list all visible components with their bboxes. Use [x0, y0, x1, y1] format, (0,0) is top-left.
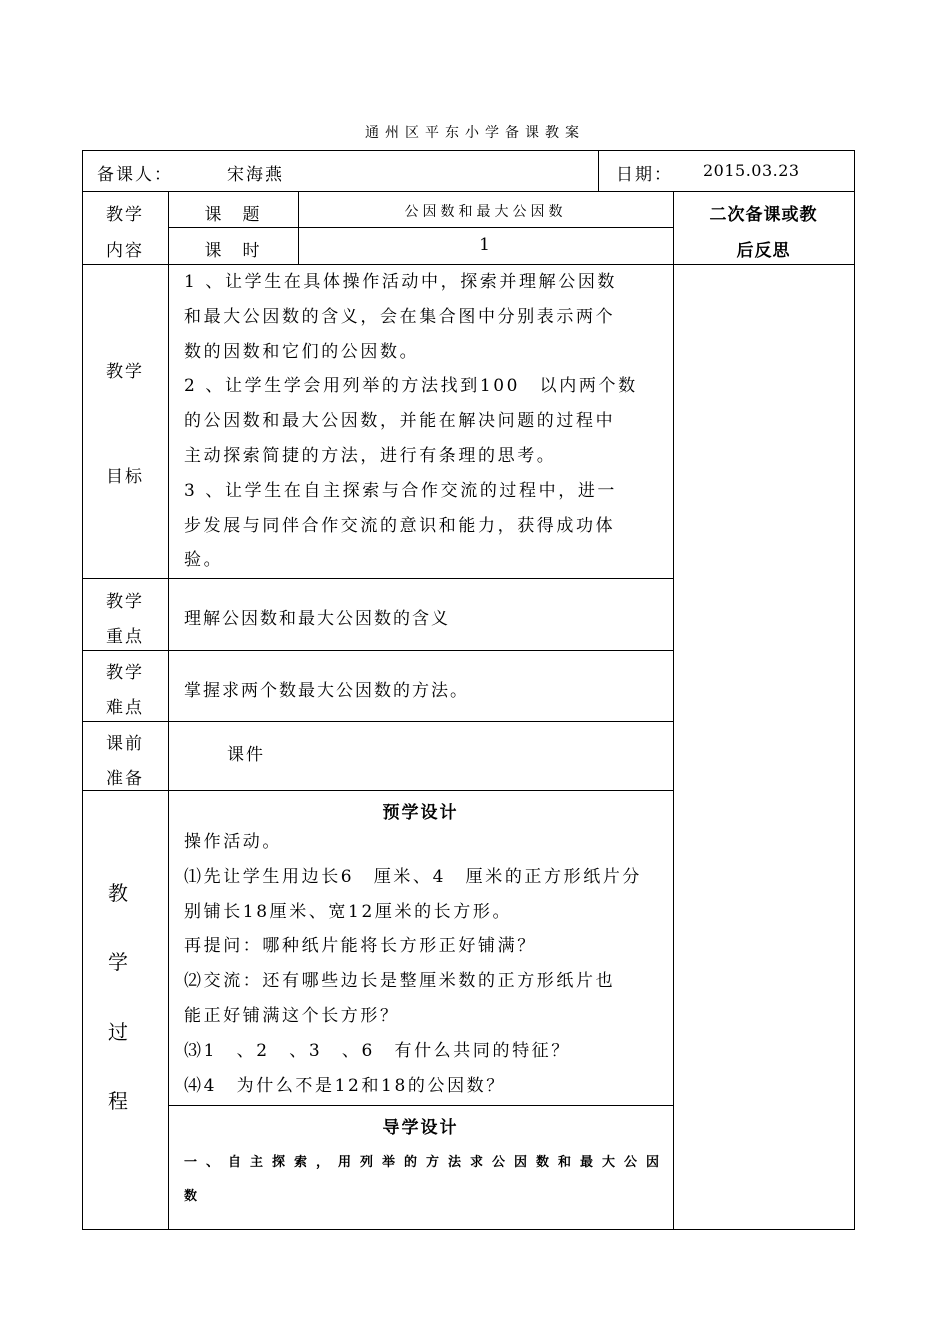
- period-label: 课 时: [204, 241, 262, 261]
- objectives-label-line2: 目标: [106, 467, 144, 487]
- objective-line: 2 、让学生学会用列举的方法找到100 以内两个数: [184, 376, 638, 397]
- content-label-line2: 内容: [106, 241, 144, 261]
- preview-design-text: [184, 825, 642, 1103]
- preview-line: 别铺长18厘米、宽12厘米的长方形。: [184, 901, 513, 922]
- objectives-text: [184, 265, 638, 578]
- preview-line: 操作活动。: [184, 832, 282, 852]
- guide-step-line1: 一、自主探索，用列举的方法求公因数和最大公因: [184, 1155, 669, 1170]
- process-label-char: 过: [108, 1020, 130, 1044]
- document-title: 通州区平东小学备课教案: [365, 125, 585, 141]
- objective-line: 步发展与同伴合作交流的意识和能力，获得成功体: [184, 515, 616, 536]
- objective-line: 主动探索简捷的方法，进行有条理的思考。: [184, 445, 557, 466]
- reflection-label-line1: 二次备课或教: [709, 205, 818, 225]
- objective-line: 3 、让学生在自主探索与合作交流的过程中，进一: [184, 480, 618, 501]
- date-value: 2015.03.23: [703, 161, 800, 180]
- key-points-text: 理解公因数和最大公因数的含义: [184, 609, 450, 629]
- objective-line: 1 、让学生在具体操作活动中，探索并理解公因数: [184, 272, 618, 292]
- period-value: 1: [479, 235, 492, 255]
- preview-line: ⑵交流：还有哪些边长是整厘米数的正方形纸片也: [184, 971, 616, 992]
- content-label-line1: 教学: [106, 205, 144, 225]
- process-label-char: 程: [108, 1089, 130, 1113]
- preparation-label-line2: 准备: [106, 769, 144, 789]
- preview-design-heading: 预学设计: [382, 803, 459, 823]
- preview-line: ⑴先让学生用边长6 厘米、4 厘米的正方形纸片分: [184, 866, 643, 887]
- process-label-char: 教: [108, 881, 130, 905]
- preview-line: 再提问：哪种纸片能将长方形正好铺满？: [184, 936, 537, 957]
- key-points-label-line1: 教学: [106, 592, 144, 612]
- preview-line: 能正好铺满这个长方形？: [184, 1005, 400, 1026]
- preparer-name: 宋海燕: [227, 165, 284, 185]
- objectives-label-line1: 教学: [106, 362, 144, 382]
- objective-line: 和最大公因数的含义，会在集合图中分别表示两个: [184, 306, 616, 327]
- process-label-char: 学: [108, 950, 130, 974]
- preview-line: ⑶1 、2 、3 、6 有什么共同的特征？: [184, 1040, 571, 1061]
- preparation-label-line1: 课前: [106, 734, 144, 754]
- key-points-label-line2: 重点: [106, 627, 144, 647]
- difficulties-label-line1: 教学: [106, 663, 144, 683]
- guide-design-heading: 导学设计: [382, 1118, 459, 1138]
- objective-line: 数的因数和它们的公因数。: [184, 341, 420, 362]
- preparation-text: 课件: [227, 745, 265, 765]
- topic-label: 课 题: [204, 205, 262, 225]
- objective-line: 验。: [184, 550, 224, 571]
- guide-step-line2: 数: [184, 1189, 207, 1204]
- date-label: 日期：: [616, 165, 673, 185]
- topic-value: 公因数和最大公因数: [404, 204, 567, 220]
- preview-line: ⑷4 为什么不是12和18的公因数？: [184, 1075, 506, 1096]
- objective-line: 的公因数和最大公因数，并能在解决问题的过程中: [184, 411, 616, 432]
- difficulties-text: 掌握求两个数最大公因数的方法。: [184, 681, 469, 701]
- reflection-label-line2: 后反思: [736, 241, 791, 261]
- difficulties-label-line2: 难点: [106, 698, 144, 718]
- preparer-label: 备课人：: [97, 165, 173, 185]
